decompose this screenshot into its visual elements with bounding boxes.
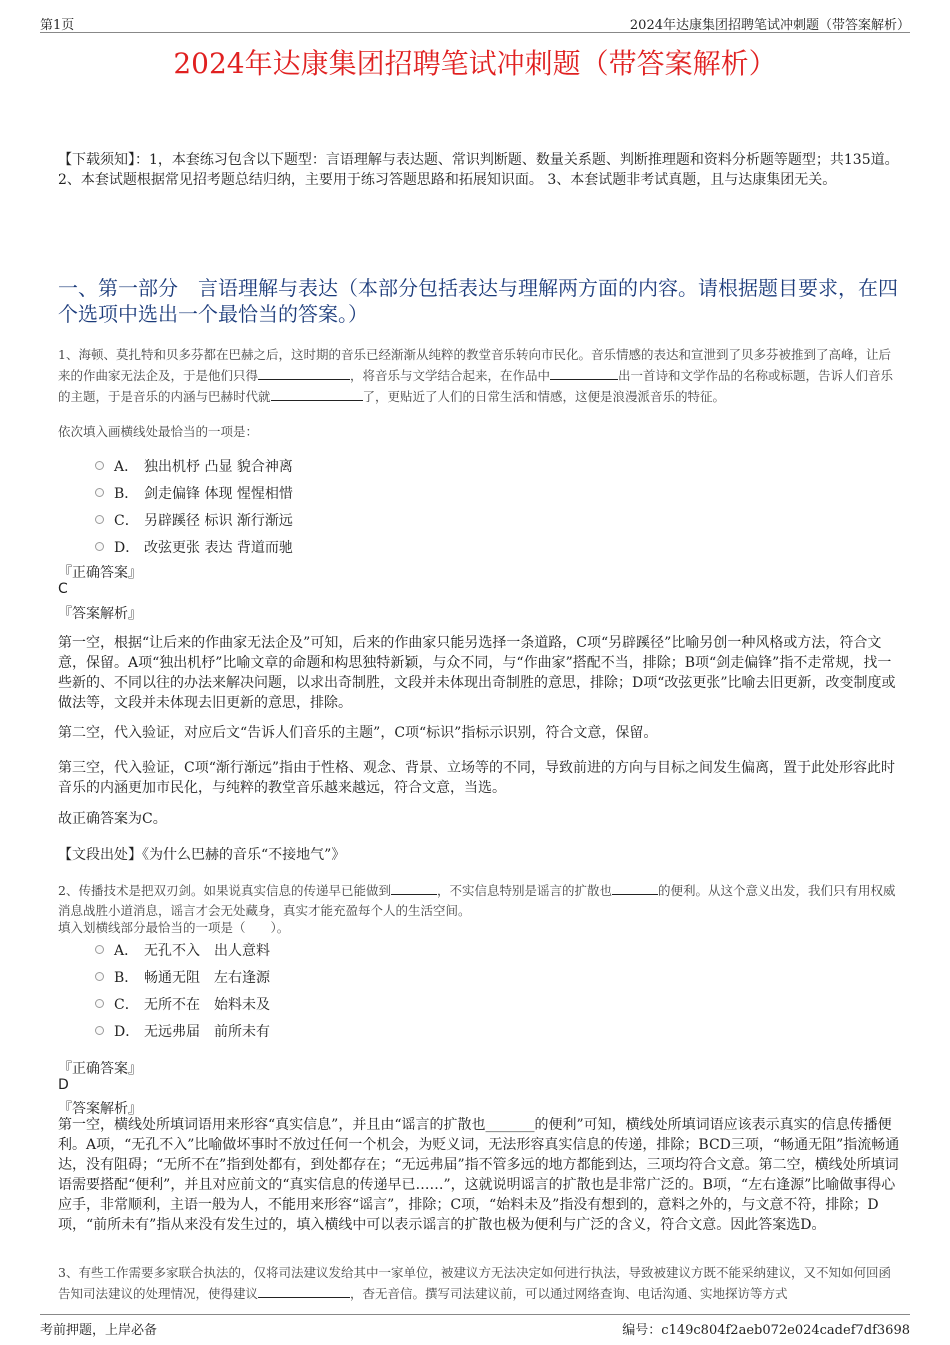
analysis-conclusion: 故正确答案为C。 (58, 811, 167, 827)
download-notice: 【下载须知】：1，本套练习包含以下题型：言语理解与表达题、常识判断题、数量关系题、判断推理题和资料分析题等题型；共135道。 2、本套试题根据常见招考题总结归纳，主要用于练习答题思路和拓展知识面。 3、本套试题非考试真题，且与达康集团无关。 (58, 152, 899, 188)
analysis-paragraph: 第二空，代入验证，对应后文“告诉人们音乐的主题”，C项“标识”指标示识别，符合文意，保留。 (58, 725, 658, 741)
radio-icon[interactable] (95, 945, 104, 954)
header-doc-title: 2024年达康集团招聘笔试冲刺题（带答案解析） (629, 18, 910, 33)
blank (258, 1283, 350, 1298)
correct-answer: D (58, 1077, 69, 1093)
question-1-options (95, 452, 293, 560)
radio-icon[interactable] (95, 515, 104, 524)
blank (550, 365, 618, 380)
analysis-paragraph: 第三空，代入验证，C项“渐行渐远”指由于性格、观念、背景、立场等的不同，导致前进的方向与目标之间发生偏离，置于此处形容此时音乐的内涵更加市民化，与纯粹的教堂音乐越来越远，符合文意，当选。 (58, 760, 896, 796)
answer-label: 『正确答案』 (58, 1061, 142, 1077)
document-id: 编号：c149c804f2aeb072e024cadef7df3698 (622, 1323, 910, 1338)
section-heading: 一、第一部分 言语理解与表达（本部分包括表达与理解两方面的内容。请根据题目要求，在四个选项中选出一个最恰当的答案。） (58, 276, 898, 326)
source-citation: 【文段出处】《为什么巴赫的音乐“不接地气”》 (58, 847, 346, 863)
page-number: 第1页 (40, 18, 75, 33)
radio-icon[interactable] (95, 972, 104, 981)
option-d[interactable]: D． 改弦更张 表达 背道而驰 (95, 533, 293, 560)
option-d[interactable]: D． 无远弗届 前所未有 (95, 1017, 270, 1044)
blank (258, 365, 350, 380)
blank (391, 880, 437, 895)
footer-slogan: 考前押题，上岸必备 (40, 1323, 158, 1338)
page-header (40, 10, 910, 33)
option-b[interactable]: B． 畅通无阻 左右逢源 (95, 963, 270, 990)
blank (271, 386, 363, 401)
question-1-prompt: 依次填入画横线处最恰当的一项是： (58, 424, 259, 439)
option-c[interactable]: C． 另辟蹊径 标识 渐行渐远 (95, 506, 293, 533)
blank (612, 880, 658, 895)
page-footer (40, 1314, 910, 1339)
radio-icon[interactable] (95, 488, 104, 497)
analysis-label: 『答案解析』 (58, 606, 142, 622)
option-b[interactable]: B． 剑走偏锋 体现 惺惺相惜 (95, 479, 293, 506)
radio-icon[interactable] (95, 999, 104, 1008)
answer-label: 『正确答案』 (58, 565, 142, 581)
question-2-prompt: 填入划横线部分最恰当的一项是（ ）。 (58, 920, 290, 935)
option-a[interactable]: A． 无孔不入 出人意料 (95, 936, 270, 963)
radio-icon[interactable] (95, 461, 104, 470)
question-2-stem: 2、传播技术是把双刃剑。如果说真实信息的传递早已能做到 ，不实信息特别是谣言的扩散也 的便利。从这个意义出发，我们只有用权威消息战胜小道消息，谣言才会无处藏身，真实才能充盈每个人的生活空间。 (58, 880, 900, 921)
question-3-stem: 3、有些工作需要多家联合执法的，仅将司法建议发给其中一家单位，被建议方无法决定如何进行执法，导致被建议方既不能采纳建议，又不知如何回函告知司法建议的处理情况，使得建议 ，杳无音信。撰写司法建议前，可以通过网络查询、电话沟通、实地探访等方式 (58, 1265, 891, 1301)
analysis-label: 『答案解析』 (58, 1101, 142, 1117)
question-2-options (95, 936, 270, 1044)
option-a[interactable]: A． 独出机杼 凸显 貌合神离 (95, 452, 293, 479)
radio-icon[interactable] (95, 1026, 104, 1035)
analysis-paragraph: 第一空，根据“让后来的作曲家无法企及”可知，后来的作曲家只能另选择一条道路，C项“另辟蹊径”比喻另创一种风格或方法，符合文意，保留。A项“独出机杼”比喻文章的命题和构思独特新颖，与众不同，与“作曲家”搭配不当，排除；B项“剑走偏锋”指不走常规，找一些新的、不同以往的办法来解决问题，以求出奇制胜，文段并未体现出奇制胜的意思，排除；D项“改弦更张”比喻去旧更新，改变制度或做法等，文段并未体现去旧更新的意思，排除。 (58, 635, 896, 711)
radio-icon[interactable] (95, 542, 104, 551)
correct-answer: C (58, 581, 68, 597)
question-1-stem: 1、海顿、莫扎特和贝多芬都在巴赫之后，这时期的音乐已经渐渐从纯粹的教堂音乐转向市民化。音乐情感的表达和宣泄到了贝多芬被推到了高峰，让后来的作曲家无法企及，于是他们只得 ，将音乐与文学结合起来，在作品中 出一首诗和文学作品的名称或标题，告诉人们音乐的主题，于是音乐的内涵与巴赫时代就 了，更贴近了人们的日常生活和情感，这便是浪漫派音乐的特征。 (58, 347, 894, 404)
analysis-paragraph: 第一空，横线处所填词语用来形容“真实信息”，并且由“谣言的扩散也_______的便利”可知，横线处所填词语应该表示真实的信息传播便利。A项，“无孔不入”比喻做坏事时不放过任何一个机会，为贬义词，无法形容真实信息的传递，排除；BCD三项，“畅通无阻”指流畅通达，没有阻碍；“无所不在”指到处都有，到处都存在；“无远弗届”指不管多远的地方都能到达，三项均符合文意。第二空，横线处所填词语需要搭配“便利”，并且对应前文的“真实信息的传递早已……”，这就说明谣言的扩散也是非常广泛的。B项，“左右逢源”比喻做事得心应手，非常顺利，主语一般为人，不能用来形容“谣言”，排除；C项，“始料未及”指没有想到的，意料之外的，与文意不符，排除；D项，“前所未有”指从来没有发生过的，填入横线中可以表示谣言的扩散也极为便利与广泛的含义，符合文意。因此答案选D。 (58, 1117, 900, 1233)
option-c[interactable]: C． 无所不在 始料未及 (95, 990, 270, 1017)
page-title: 2024年达康集团招聘笔试冲刺题（带答案解析） (173, 47, 777, 80)
